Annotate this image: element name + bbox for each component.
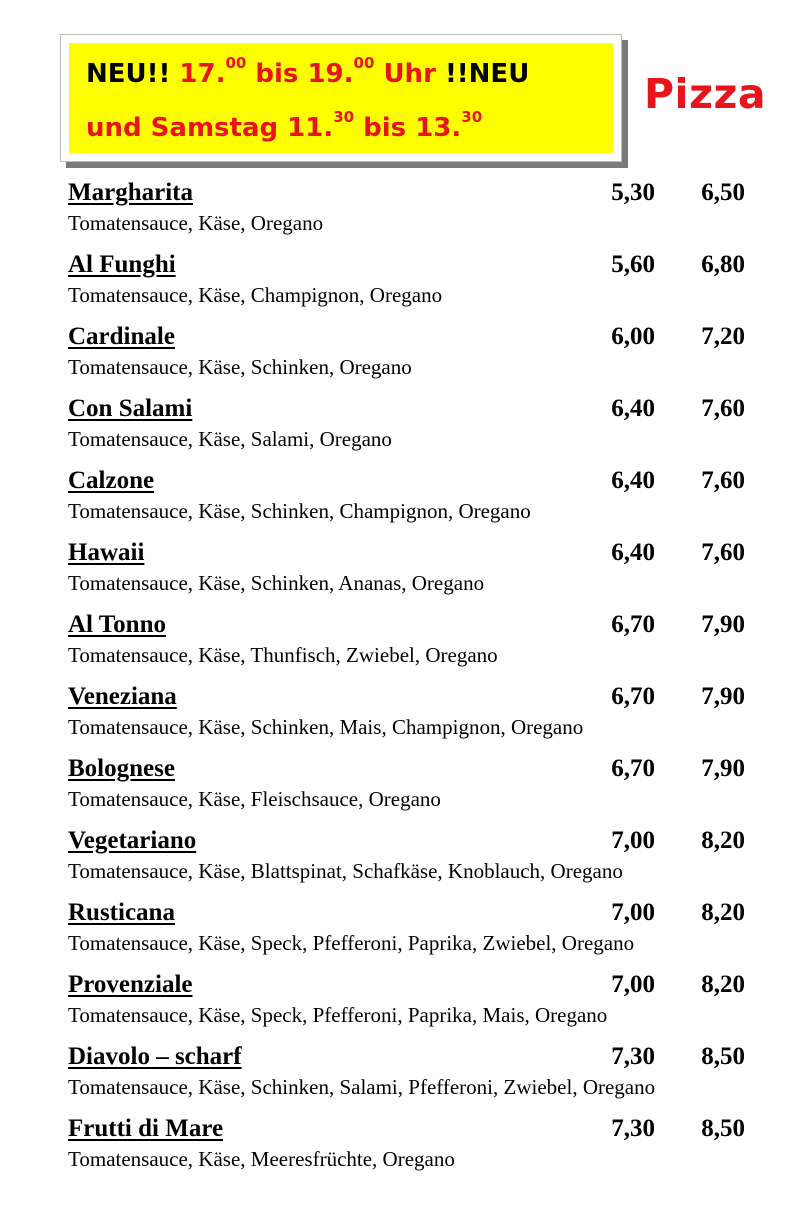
menu-item-price-large: 7,90	[701, 755, 745, 782]
menu-item	[68, 824, 785, 896]
menu-item-name: Con Salami	[68, 395, 193, 422]
menu-item-price-small: 6,70	[611, 683, 655, 710]
promo-bis: bis	[246, 59, 308, 89]
menu-item-ingredients: Tomatensauce, Käse, Blattspinat, Schafkäse, Knoblauch, Oregano	[68, 859, 623, 883]
menu-item-price-large: 8,20	[701, 971, 745, 998]
menu-item-ingredients: Tomatensauce, Käse, Schinken, Oregano	[68, 355, 412, 379]
menu-item-price-small: 6,70	[611, 755, 655, 782]
menu-item-price-large: 6,50	[701, 179, 745, 206]
menu-item-price-large: 7,60	[701, 539, 745, 566]
promo-new-suffix: !!NEU	[444, 59, 530, 89]
promo-time-start: 17.00	[179, 54, 247, 89]
promo-sat-start: 11.30	[287, 108, 355, 143]
menu-item	[68, 1040, 785, 1112]
promo-box	[60, 34, 622, 162]
menu-item-price-large: 8,50	[701, 1115, 745, 1142]
menu-item-price-small: 7,30	[611, 1115, 655, 1142]
menu-item-name: Al Funghi	[68, 251, 176, 278]
menu-item-price-small: 6,40	[611, 467, 655, 494]
menu-item-price-large: 8,50	[701, 1043, 745, 1070]
menu-item	[68, 680, 785, 752]
menu-item-name: Hawaii	[68, 539, 145, 566]
menu-item	[68, 752, 785, 824]
menu-item-ingredients: Tomatensauce, Käse, Oregano	[68, 211, 324, 235]
menu-item-ingredients: Tomatensauce, Käse, Meeresfrüchte, Oregano	[68, 1147, 455, 1171]
menu-item-ingredients: Tomatensauce, Käse, Speck, Pfefferoni, Paprika, Mais, Oregano	[68, 1003, 608, 1027]
menu-item-price-small: 6,40	[611, 395, 655, 422]
menu-item-price-large: 7,60	[701, 395, 745, 422]
promo-uhr: Uhr	[374, 59, 445, 89]
menu-item-price-small: 5,30	[611, 179, 655, 206]
promo-line-2	[86, 101, 613, 155]
menu-item-price-small: 7,00	[611, 971, 655, 998]
menu-item-ingredients: Tomatensauce, Käse, Schinken, Ananas, Oregano	[68, 571, 485, 595]
menu-item-name: Diavolo – scharf	[68, 1043, 242, 1070]
menu-item-name: Al Tonno	[68, 611, 166, 638]
menu-item	[68, 536, 785, 608]
menu-item-ingredients: Tomatensauce, Käse, Speck, Pfefferoni, Paprika, Zwiebel, Oregano	[68, 931, 635, 955]
menu-item-price-small: 7,30	[611, 1043, 655, 1070]
promo-saturday: und Samstag	[86, 113, 288, 143]
menu-item	[68, 464, 785, 536]
menu-item-price-large: 8,20	[701, 899, 745, 926]
menu-item-price-large: 7,60	[701, 467, 745, 494]
menu-item	[68, 248, 785, 320]
page-title: Pizza	[644, 70, 766, 118]
menu-item-name: Veneziana	[68, 683, 177, 710]
promo-time-end: 19.00	[307, 54, 375, 89]
menu-item-price-small: 6,40	[611, 539, 655, 566]
menu-item-price-small: 7,00	[611, 827, 655, 854]
menu-item	[68, 176, 785, 248]
menu-item-ingredients: Tomatensauce, Käse, Fleischsauce, Oregano	[68, 787, 441, 811]
promo-banner	[69, 43, 613, 153]
promo-sat-end: 13.30	[415, 108, 483, 143]
menu-item-price-small: 6,00	[611, 323, 655, 350]
menu-item-name: Frutti di Mare	[68, 1115, 224, 1142]
menu-item	[68, 320, 785, 392]
menu-item-ingredients: Tomatensauce, Käse, Champignon, Oregano	[68, 283, 443, 307]
pizza-menu-list	[68, 176, 785, 1184]
promo-new-label: NEU!!	[86, 59, 180, 89]
menu-item	[68, 608, 785, 680]
menu-item-price-large: 8,20	[701, 827, 745, 854]
menu-item-name: Rusticana	[68, 899, 175, 926]
menu-item	[68, 1112, 785, 1184]
menu-item-price-large: 6,80	[701, 251, 745, 278]
menu-item	[68, 968, 785, 1040]
promo-line-1	[86, 47, 613, 101]
menu-item-name: Provenziale	[68, 971, 193, 998]
menu-item-name: Bolognese	[68, 755, 175, 782]
menu-item-price-small: 5,60	[611, 251, 655, 278]
menu-item	[68, 392, 785, 464]
menu-item-price-large: 7,90	[701, 683, 745, 710]
menu-item-price-large: 7,90	[701, 611, 745, 638]
menu-item-ingredients: Tomatensauce, Käse, Salami, Oregano	[68, 427, 392, 451]
menu-item-name: Vegetariano	[68, 827, 197, 854]
menu-item-price-small: 6,70	[611, 611, 655, 638]
menu-item	[68, 896, 785, 968]
menu-item-name: Margharita	[68, 179, 193, 206]
menu-item-ingredients: Tomatensauce, Käse, Schinken, Mais, Champignon, Oregano	[68, 715, 584, 739]
menu-item-ingredients: Tomatensauce, Käse, Schinken, Champignon, Oregano	[68, 499, 531, 523]
promo-bis-2: bis	[354, 113, 416, 143]
menu-item-name: Cardinale	[68, 323, 175, 350]
menu-item-price-small: 7,00	[611, 899, 655, 926]
menu-item-price-large: 7,20	[701, 323, 745, 350]
menu-item-ingredients: Tomatensauce, Käse, Schinken, Salami, Pfefferoni, Zwiebel, Oregano	[68, 1075, 656, 1099]
menu-item-name: Calzone	[68, 467, 155, 494]
menu-item-ingredients: Tomatensauce, Käse, Thunfisch, Zwiebel, Oregano	[68, 643, 498, 667]
